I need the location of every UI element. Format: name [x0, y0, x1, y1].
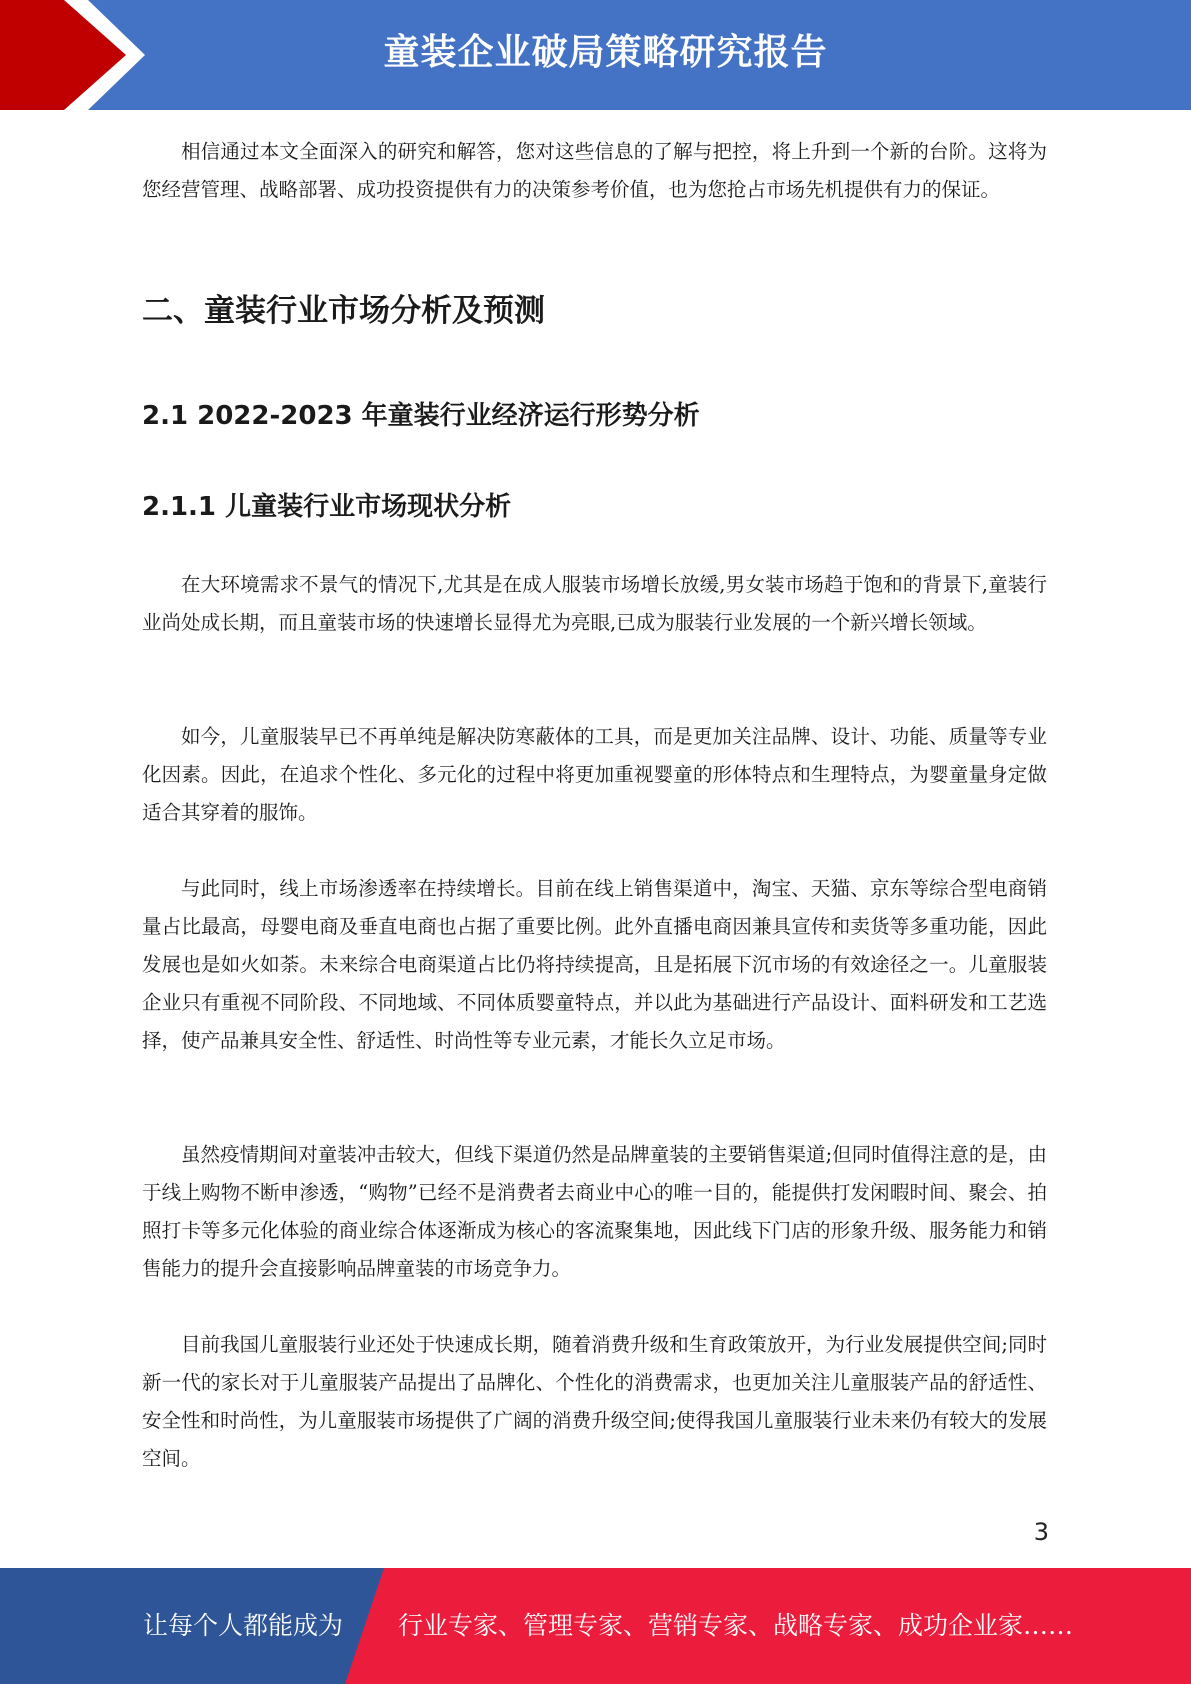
report-title: 童装企业破局策略研究报告: [383, 32, 828, 73]
body-paragraph-block: [142, 870, 1047, 1060]
footer-slogan-left: 让每个人都能成为: [143, 1611, 344, 1640]
footer-slogan-right: 行业专家、管理专家、营销专家、战略专家、成功企业家……: [398, 1611, 1074, 1640]
page-number: 3: [1033, 1518, 1049, 1546]
section-heading: 二、童装行业市场分析及预测: [142, 293, 545, 329]
body-paragraph: 目前我国儿童服装行业还处于快速成长期，随着消费升级和生育政策放开，为行业发展提供空间;同时新一代的家长对于儿童服装产品提出了品牌化、个性化的消费需求，也更加关注儿童服装产品的舒适性、安全性和时尚性，为儿童服装市场提供了广阔的消费升级空间;使得我国儿童服装行业未来仍有较大的发展空间。: [142, 1333, 1047, 1470]
intro-paragraph-block: [142, 133, 1047, 209]
body-paragraph-block: [142, 566, 1047, 642]
header-banner: [0, 0, 1191, 110]
body-paragraph: 与此同时，线上市场渗透率在持续增长。目前在线上销售渠道中，淘宝、天猫、京东等综合型电商销量占比最高，母婴电商及垂直电商也占据了重要比例。此外直播电商因兼具宣传和卖货等多重功能，因此发展也是如火如荼。未来综合电商渠道占比仍将持续提高，且是拓展下沉市场的有效途径之一。儿童服装企业只有重视不同阶段、不同地域、不同体质婴童特点，并以此为基础进行产品设计、面料研发和工艺选择，使产品兼具安全性、舒适性、时尚性等专业元素，才能长久立足市场。: [142, 877, 1047, 1052]
body-paragraph: 在大环境需求不景气的情况下,尤其是在成人服装市场增长放缓,男女装市场趋于饱和的背景下,童装行业尚处成长期，而且童装市场的快速增长显得尤为亮眼,已成为服装行业发展的一个新兴增长领域。: [142, 573, 1047, 634]
body-paragraph: 如今，儿童服装早已不再单纯是解决防寒蔽体的工具，而是更加关注品牌、设计、功能、质量等专业化因素。因此，在追求个性化、多元化的过程中将更加重视婴童的形体特点和生理特点，为婴童量身定做适合其穿着的服饰。: [142, 725, 1047, 824]
body-paragraph-block: [142, 718, 1047, 832]
subsubsection-heading: 2.1.1 儿童装行业市场现状分析: [142, 492, 512, 522]
body-paragraph: 虽然疫情期间对童装冲击较大，但线下渠道仍然是品牌童装的主要销售渠道;但同时值得注意的是，由于线上购物不断申渗透，“购物”已经不是消费者去商业中心的唯一目的，能提供打发闲暇时间、聚会、拍照打卡等多元化体验的商业综合体逐渐成为核心的客流聚集地，因此线下门店的形象升级、服务能力和销售能力的提升会直接影响品牌童装的市场竞争力。: [142, 1143, 1047, 1280]
intro-paragraph: 相信通过本文全面深入的研究和解答，您对这些信息的了解与把控，将上升到一个新的台阶。这将为您经营管理、战略部署、成功投资提供有力的决策参考价值，也为您抢占市场先机提供有力的保证。: [142, 140, 1047, 201]
body-paragraph-block: [142, 1136, 1047, 1288]
body-paragraph-block: [142, 1326, 1047, 1478]
subsection-heading: 2.1 2022-2023 年童装行业经济运行形势分析: [142, 401, 700, 431]
footer-banner: [0, 1568, 1191, 1684]
